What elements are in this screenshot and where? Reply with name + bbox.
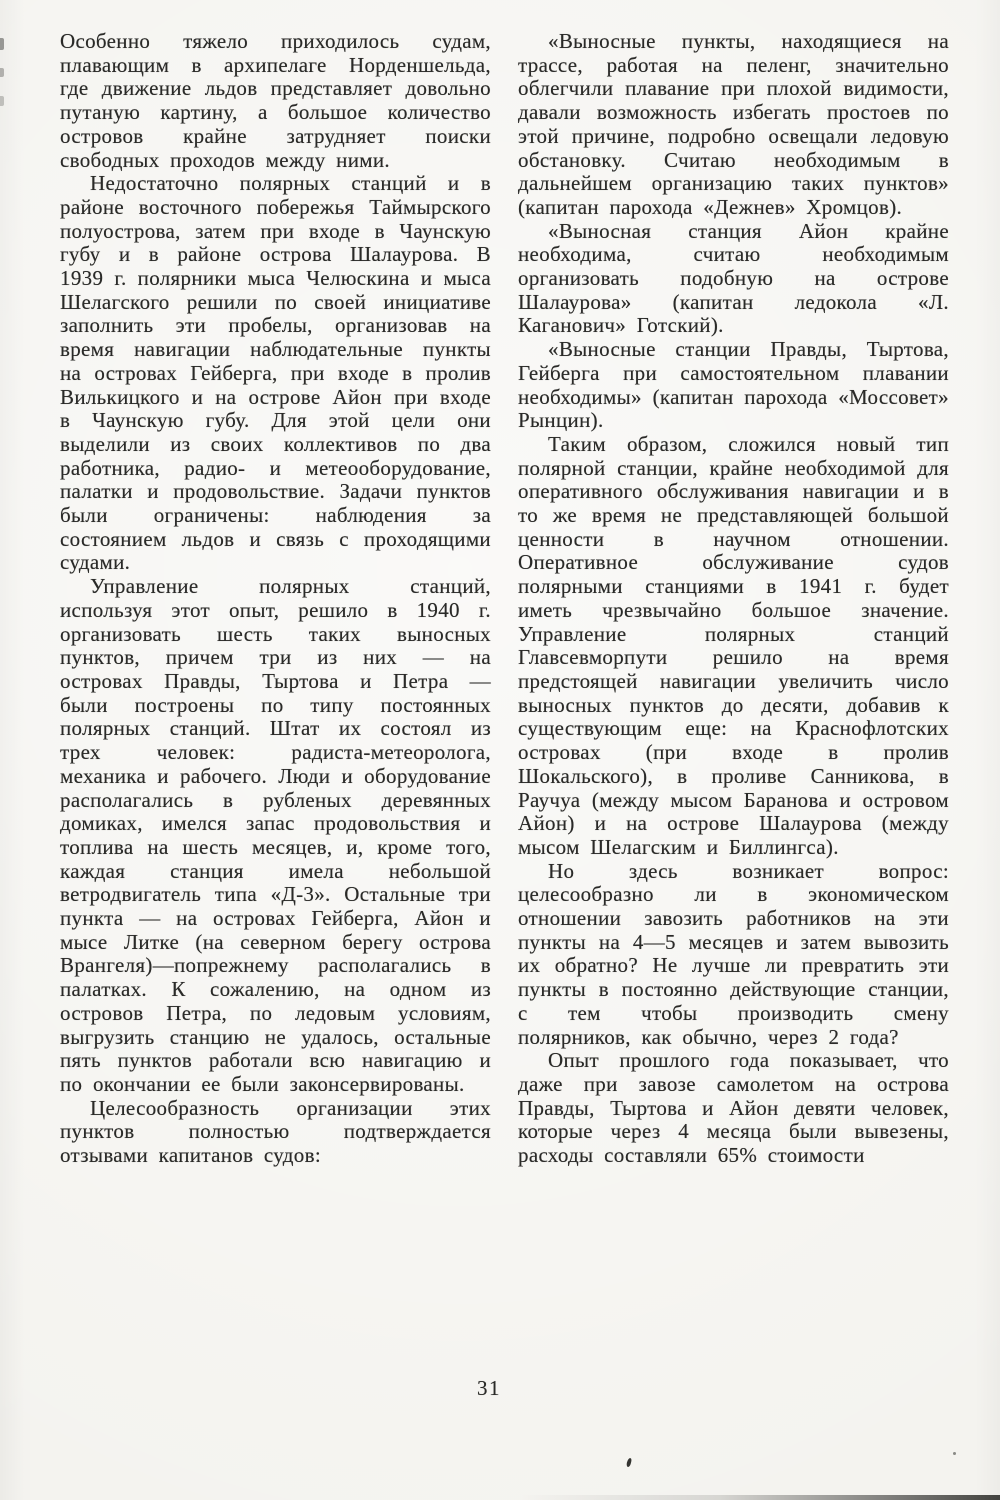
- paragraph: Опыт прошлого года показывает, что даже при завозе самолетом на острова Правды, Тыртова и Айон девяти человек, которые через 4 месяца были вывезены, расходы составляли 65% стоимости: [518, 1048, 949, 1168]
- paragraph: Особенно тяжело приходилось судам, плавающим в архипелаге Норденшельда, где движение льдов представляет довольно путаную картину, а большое количество островов крайне затрудняет поиски свободных проходов между ними.: [60, 29, 491, 172]
- page-number: 31: [477, 1376, 501, 1400]
- scan-speck: [626, 1458, 632, 1468]
- paragraph: «Выносная станция Айон крайне необходима, считаю необходимым организовать подобную на острове Шалаурова» (капитан ледокола «Л. Каганович» Готский).: [518, 218, 949, 338]
- right-column: [518, 30, 949, 1168]
- paragraph: Недостаточно полярных станций и в районе восточного побережья Таймырского полуострова, затем при входе в Чаунскую губу и в районе острова Шалаурова. В 1939 г. полярники мыса Челюскина и мыса Шелагского решили по своей инициативе заполнить эти пробелы, организовав на время навигации наблюдательные пункты на островах Гейберга, при входе в пролив Вилькицкого и на острове Айон при входе в Чаунскую губу. Для этой цели они выделили из своих коллективов по два работника, радио- и метеооборудование, палатки и продовольствие. Задачи пунктов были ограничены: наблюдения за состоянием льдов и связь с проходящими судами.: [60, 171, 491, 575]
- paragraph: Но здесь возникает вопрос: целесообразно ли в экономическом отношении завозить работников на эти пункты на 4—5 месяцев и затем вывозить их обратно? Не лучше ли превратить эти пункты в постоянно действующие станции, с тем чтобы производить смену полярников, как обычно, через 2 года?: [518, 858, 949, 1049]
- text-columns: [60, 30, 949, 1168]
- scan-speck: [953, 1452, 956, 1455]
- left-column: [60, 30, 491, 1168]
- paragraph: «Выносные станции Правды, Тыртова, Гейберга при самостоятельном плавании необходимы» (капитан парохода «Моссовет» Рынцин).: [518, 337, 949, 433]
- scan-edge-tick: [0, 96, 4, 106]
- paragraph: «Выносные пункты, находящиеся на трассе, работая на пеленг, значительно облегчили плавание при плохой видимости, давали возможность избегать простоев по этой причине, подробно освещали ледовую обстановку. Считаю необходимым в дальнейшем организацию таких пунктов» (капитан парохода «Дежнев» Хромцов).: [518, 29, 949, 219]
- paragraph: Целесообразность организации этих пунктов полностью подтверждается отзывами капитанов судов:: [60, 1095, 491, 1168]
- paragraph: Управление полярных станций, используя этот опыт, решило в 1940 г. организовать шесть таких выносных пунктов, причем три из них — на островах Правды, Тыртова и Петра — были построены по типу постоянных полярных станций. Штат их состоял из трех человек: радиста-метеоролога, механика и рабочего. Люди и оборудование располагались в рубленых деревянных домиках, имелся запас продовольствия и топлива на шесть месяцев, и, кроме того, каждая станция имела небольшой ветродвигатель типа «Д-3». Остальные три пункта — на островах Гейберга, Айон и мысе Литке (на северном берегу острова Врангеля)—попрежнему располагались в палатках. К сожалению, на одном из островов Петра, по ледовым условиям, выгрузить станцию не удалось, остальные пять пунктов работали всю навигацию и по окончании ее были законсервированы.: [60, 574, 491, 1096]
- scan-edge-tick: [0, 38, 4, 50]
- paragraph: Таким образом, сложился новый тип полярной станции, крайне необходимой для оперативного обслуживания навигации и в то же время не представляющей большой ценности в научном отношении. Оперативное обслуживание судов полярными станциями в 1941 г. будет иметь чрезвычайно большое значение. Управление полярных станций Главсевморпути решило на время предстоящей навигации увеличить число выносных пунктов до десяти, добавив к существующим еще: на Краснофлотских островах (при входе в пролив Шокальского), в проливе Санникова, в Раучуа (между мысом Баранова и островом Айон) и на острове Шалаурова (между мысом Шелагским и Биллингса).: [518, 431, 949, 859]
- scan-edge-artifact: [0, 1495, 1000, 1500]
- scan-edge-tick: [0, 68, 4, 77]
